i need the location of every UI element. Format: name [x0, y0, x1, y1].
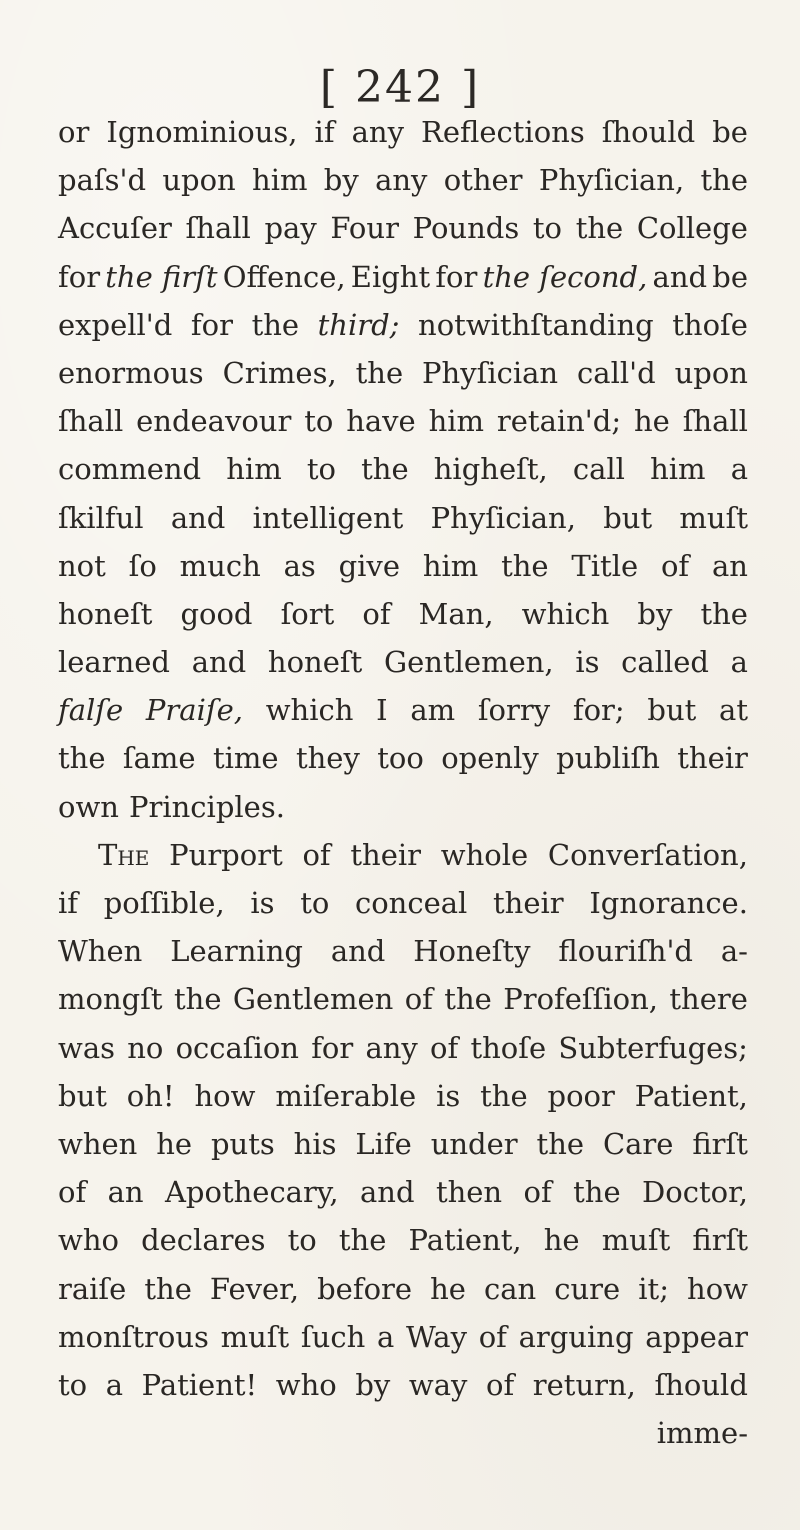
word: own	[58, 789, 119, 824]
word: Ignominious,	[106, 115, 298, 149]
word: Learning	[170, 934, 303, 969]
word: of	[404, 982, 433, 1017]
word: and	[170, 500, 226, 535]
word: way	[408, 1367, 468, 1402]
word: who	[275, 1367, 337, 1402]
word: how	[687, 1271, 748, 1306]
word: thoſe	[672, 307, 748, 342]
word: honeſt	[267, 645, 363, 680]
word: to	[58, 1367, 88, 1402]
word: Principles.	[128, 789, 285, 824]
word: by	[323, 163, 359, 198]
word: monſtrous	[58, 1319, 209, 1354]
word: of	[58, 1175, 87, 1210]
word: which	[521, 596, 610, 631]
word: for	[435, 259, 478, 294]
word: by	[355, 1367, 391, 1402]
word: the	[501, 548, 549, 583]
word: other	[443, 163, 523, 198]
word: I	[376, 693, 388, 728]
word: if	[58, 886, 79, 920]
word: When	[58, 934, 143, 969]
word: Praiſe,	[145, 693, 243, 728]
word: higheſt,	[433, 452, 548, 487]
text-line	[58, 1216, 748, 1264]
text-line	[58, 1361, 748, 1409]
word: it;	[638, 1271, 669, 1306]
word: Doctor,	[642, 1175, 748, 1210]
word: any	[375, 163, 428, 198]
word: puts	[210, 1126, 275, 1161]
word: of	[660, 548, 690, 583]
word: Way	[406, 1319, 467, 1354]
word: endeavour	[136, 404, 292, 439]
word: muſt	[220, 1319, 290, 1354]
word: miſerable	[275, 1078, 417, 1113]
word: Care	[602, 1126, 674, 1161]
word: Honeſty	[413, 934, 531, 969]
word: of	[430, 1030, 459, 1065]
word: College	[636, 211, 748, 246]
word: raiſe	[58, 1271, 127, 1306]
word: the	[573, 1175, 621, 1210]
word: the	[700, 596, 748, 631]
word: ſhall	[682, 404, 748, 439]
word: any	[351, 115, 404, 149]
word: Patient,	[634, 1078, 748, 1113]
text-line	[58, 927, 748, 975]
word: Fever,	[209, 1271, 300, 1306]
word: and	[191, 645, 247, 680]
word: declares	[141, 1223, 266, 1258]
word: the	[251, 307, 300, 342]
word: to	[306, 452, 336, 487]
word: third;	[317, 307, 400, 342]
text-line	[58, 253, 748, 301]
word: occaſion	[175, 1030, 299, 1065]
word: the firſt	[105, 259, 218, 294]
word: an	[712, 548, 748, 583]
word: but	[647, 693, 697, 728]
word: he	[543, 1223, 580, 1258]
word: he	[156, 1126, 193, 1161]
word: then	[435, 1175, 503, 1210]
word: is	[436, 1078, 461, 1113]
text-line	[58, 204, 748, 252]
word: thoſe	[470, 1030, 547, 1065]
text-line	[58, 831, 748, 879]
word: Four	[330, 211, 399, 246]
word: Life	[355, 1126, 412, 1161]
word: time	[212, 741, 279, 776]
word: their	[350, 837, 422, 872]
word: call	[572, 452, 625, 487]
word: is	[250, 886, 275, 920]
text-line	[58, 349, 748, 397]
text-line	[58, 638, 748, 686]
word: not	[58, 548, 106, 583]
word: Phyſician,	[538, 163, 685, 198]
word: a	[105, 1367, 124, 1402]
text-line	[58, 494, 748, 542]
word: of	[362, 596, 391, 631]
word: the	[575, 211, 624, 246]
word: for	[190, 307, 233, 342]
word: an	[107, 1175, 144, 1210]
text-line	[58, 590, 748, 638]
body-text	[58, 108, 748, 1457]
text-line	[58, 542, 748, 590]
word: Phyſician	[422, 355, 559, 390]
word: Converſation,	[547, 837, 748, 872]
word: Reflections	[421, 115, 585, 149]
word: before	[317, 1271, 413, 1306]
word: to	[532, 211, 563, 246]
word: am	[410, 693, 456, 728]
word: retain'd;	[496, 404, 622, 439]
word: give	[338, 548, 400, 583]
word: firſt	[692, 1223, 748, 1258]
word: ſame	[122, 741, 196, 776]
word: Subterfuges;	[558, 1030, 748, 1065]
word: him	[428, 404, 485, 439]
word: him	[252, 163, 308, 198]
word: can	[484, 1271, 537, 1306]
text-line	[58, 156, 748, 204]
word: pay	[264, 211, 317, 246]
word: muſt	[601, 1223, 671, 1258]
word: good	[180, 596, 253, 631]
word: Phyſician,	[430, 500, 576, 535]
word: to	[287, 1223, 317, 1258]
text-line	[58, 301, 748, 349]
word: or	[58, 115, 90, 149]
word: ſkilful	[58, 500, 144, 535]
word: as	[283, 548, 316, 583]
word: of	[523, 1175, 552, 1210]
word: poor	[547, 1078, 615, 1113]
text-line	[58, 879, 748, 927]
word: poſſible,	[103, 886, 225, 920]
text-line	[58, 734, 748, 782]
word: ſuch	[300, 1319, 366, 1354]
word: Gentlemen	[232, 982, 394, 1017]
word: openly	[441, 741, 539, 776]
word: the	[700, 163, 748, 198]
word: of	[478, 1319, 507, 1354]
word: and	[652, 259, 708, 294]
text-line	[58, 975, 748, 1023]
word: but	[603, 500, 653, 535]
word: but	[58, 1078, 107, 1113]
word: much	[179, 548, 261, 583]
word: under	[430, 1126, 518, 1161]
word: Pounds	[412, 211, 520, 246]
word: Title	[571, 548, 639, 583]
word: Crimes,	[222, 355, 337, 390]
word: Gentlemen,	[383, 645, 554, 680]
text-line	[58, 1313, 748, 1361]
word: him	[226, 452, 282, 487]
text-line	[58, 445, 748, 493]
word: to	[304, 404, 334, 439]
text-line	[58, 1072, 748, 1120]
word: called	[621, 645, 709, 680]
text-line	[58, 1409, 748, 1457]
word: by	[637, 596, 673, 631]
word: appear	[645, 1319, 748, 1354]
word: ſo	[128, 548, 157, 583]
text-line	[58, 1120, 748, 1168]
word: Accuſer	[58, 211, 172, 246]
word: ſhould	[601, 115, 696, 149]
word: the	[173, 982, 222, 1017]
text-line	[58, 1024, 748, 1072]
word: Profeſſion,	[503, 982, 659, 1017]
word: Patient,	[408, 1223, 522, 1258]
word: Man,	[418, 596, 494, 631]
word: their	[677, 741, 748, 776]
word: their	[493, 886, 564, 920]
word: is	[575, 645, 600, 680]
word: him	[422, 548, 479, 583]
word: flouriſh'd	[558, 934, 693, 969]
word: commend	[58, 452, 202, 487]
word: the	[361, 452, 409, 487]
word: at	[719, 693, 748, 728]
word: whole	[440, 837, 529, 872]
word: the	[355, 355, 404, 390]
word: his	[293, 1126, 337, 1161]
word: for	[58, 259, 101, 294]
word: expell'd	[58, 307, 173, 342]
word: ſhould	[654, 1367, 748, 1402]
word: he	[430, 1271, 466, 1306]
word: ſhall	[185, 211, 251, 246]
word: how	[194, 1078, 256, 1113]
word: paſs'd	[58, 163, 147, 198]
word: the	[536, 1126, 585, 1161]
word: conceal	[354, 886, 468, 920]
word: call'd	[577, 355, 656, 390]
word: the	[144, 1271, 192, 1306]
word: when	[58, 1126, 138, 1161]
word: the	[444, 982, 492, 1017]
word: if	[314, 115, 335, 149]
word: cure	[554, 1271, 621, 1306]
word: of	[302, 837, 331, 872]
text-line	[58, 108, 748, 156]
word: a-	[720, 934, 748, 969]
word: ſhall	[58, 404, 124, 439]
text-line	[58, 686, 748, 734]
word: the	[58, 741, 106, 776]
word: notwithſtanding	[418, 307, 654, 342]
word: falſe	[58, 693, 124, 728]
word: imme-	[656, 1416, 748, 1451]
text-line	[58, 1168, 748, 1216]
word: be	[712, 115, 748, 149]
word: any	[365, 1030, 418, 1065]
word: to	[300, 886, 330, 920]
text-line	[58, 397, 748, 445]
word: upon	[162, 163, 236, 198]
word: a	[376, 1319, 395, 1354]
word: The	[98, 837, 150, 872]
word: which	[265, 693, 354, 728]
word: for;	[572, 693, 625, 728]
word: too	[377, 741, 424, 776]
word: ſort	[280, 596, 335, 631]
word: oh!	[126, 1078, 175, 1113]
word: have	[346, 404, 416, 439]
word: publiſh	[556, 741, 660, 776]
word: him	[650, 452, 706, 487]
word: arguing	[518, 1319, 634, 1354]
word: be	[712, 259, 748, 294]
word: firſt	[692, 1126, 748, 1161]
word: who	[58, 1223, 119, 1258]
word: honeſt	[58, 596, 153, 631]
text-line	[58, 783, 748, 831]
word: they	[295, 741, 360, 776]
word: Eight	[350, 259, 431, 294]
word: there	[669, 982, 748, 1017]
word: and	[360, 1175, 415, 1210]
word: Offence,	[222, 259, 346, 294]
word: of	[485, 1367, 515, 1402]
word: learned	[58, 645, 170, 680]
word: a	[730, 645, 748, 680]
word: the	[480, 1078, 528, 1113]
word: mongſt	[58, 982, 163, 1017]
word: return,	[532, 1367, 636, 1402]
word: Apothecary,	[164, 1175, 339, 1210]
word: muſt	[679, 500, 748, 535]
word: intelligent	[252, 500, 404, 535]
word: for	[311, 1030, 354, 1065]
word: ſorry	[477, 693, 551, 728]
word: he	[633, 404, 670, 439]
page-number: [ 242 ]	[319, 62, 481, 113]
word: the ſecond,	[482, 259, 648, 294]
word: Patient!	[141, 1367, 258, 1402]
word: was	[58, 1030, 115, 1065]
word: upon	[674, 355, 748, 390]
word: a	[730, 452, 748, 487]
word: no	[127, 1030, 164, 1065]
text-line	[58, 1265, 748, 1313]
word: Purport	[169, 837, 283, 872]
word: enormous	[58, 355, 204, 390]
word: Ignorance.	[589, 886, 748, 920]
word: and	[330, 934, 386, 969]
word: the	[338, 1223, 387, 1258]
